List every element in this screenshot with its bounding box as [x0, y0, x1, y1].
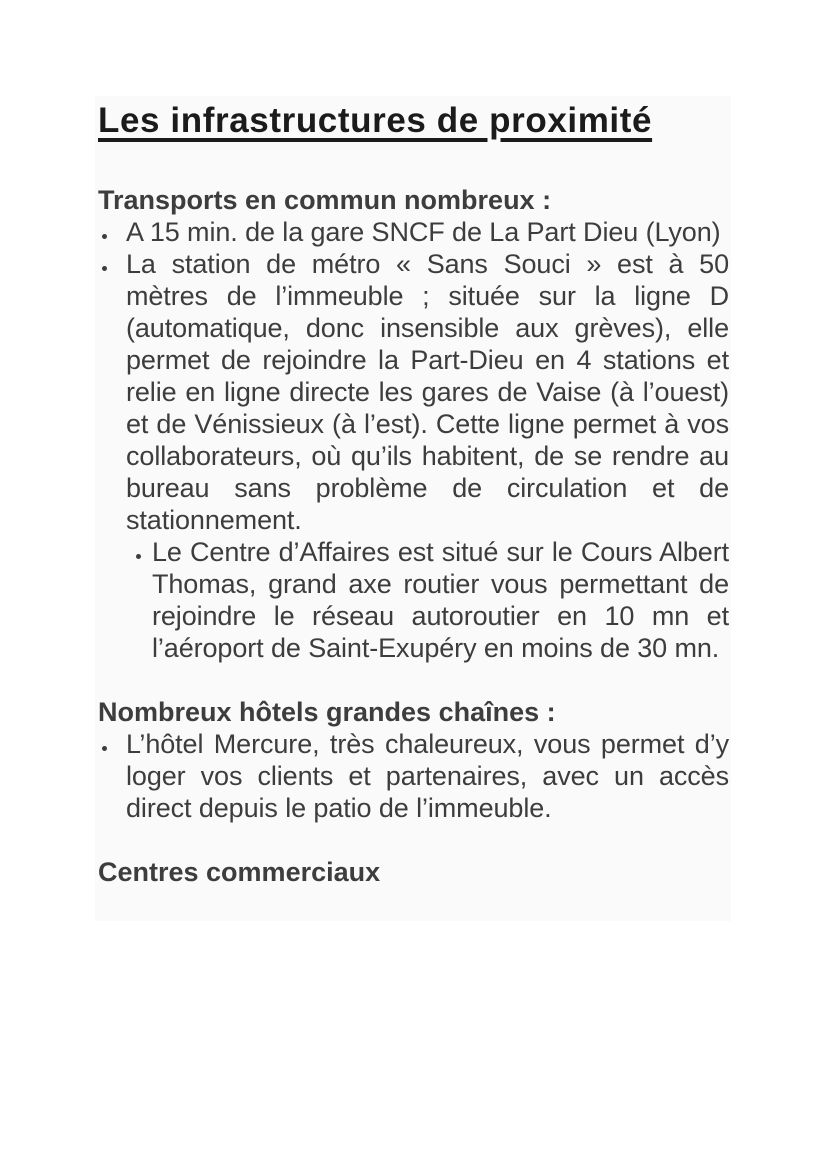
bullet-item	[98, 728, 731, 824]
bullet-item	[98, 216, 731, 248]
section-heading: Nombreux hôtels grandes chaînes :	[98, 697, 556, 727]
section-heading: Transports en commun nombreux :	[98, 185, 552, 215]
bullet-dot-icon	[136, 554, 141, 559]
bullet-list	[98, 728, 731, 824]
bullet-item	[98, 248, 731, 536]
sections-container	[98, 184, 731, 888]
document-title: Les infrastructures de proximité	[98, 101, 653, 140]
bullet-text: L’hôtel Mercure, très chaleureux, vous permet d’y loger vos clients et partenaires, avec un accès direct depuis le patio de l’immeuble.	[126, 729, 729, 823]
bullet-text: Le Centre d’Affaires est situé sur le Cours Albert Thomas, grand axe routier vous permettant de rejoindre le réseau autoroutier en 10 mn et l’aéroport de Saint-Exupéry en moins de 30 mn.	[152, 537, 729, 663]
section-heading: Centres commerciaux	[98, 857, 381, 887]
content-panel	[95, 96, 731, 921]
bullet-list	[98, 216, 731, 664]
bullet-dot-icon	[102, 234, 107, 239]
document-section	[98, 184, 731, 664]
bullet-item	[98, 536, 731, 664]
bullet-text: La station de métro « Sans Souci » est à 50 mètres de l’immeuble ; située sur la ligne D (automatique, donc insensible aux grèves), elle permet de rejoindre la Part-Dieu en 4 stations et relie en ligne directe les gares de Vaise (à l’ouest) et de Vénissieux (à l’est). Cette ligne permet à vos collaborateurs, où qu’ils habitent, de se rendre au bureau sans problème de circulation et de stationnement.	[126, 249, 729, 535]
document-section	[98, 856, 731, 888]
bullet-text: A 15 min. de la gare SNCF de La Part Dieu (Lyon)	[126, 217, 721, 247]
bullet-dot-icon	[102, 266, 107, 271]
bullet-dot-icon	[102, 746, 107, 751]
document-section	[98, 696, 731, 824]
